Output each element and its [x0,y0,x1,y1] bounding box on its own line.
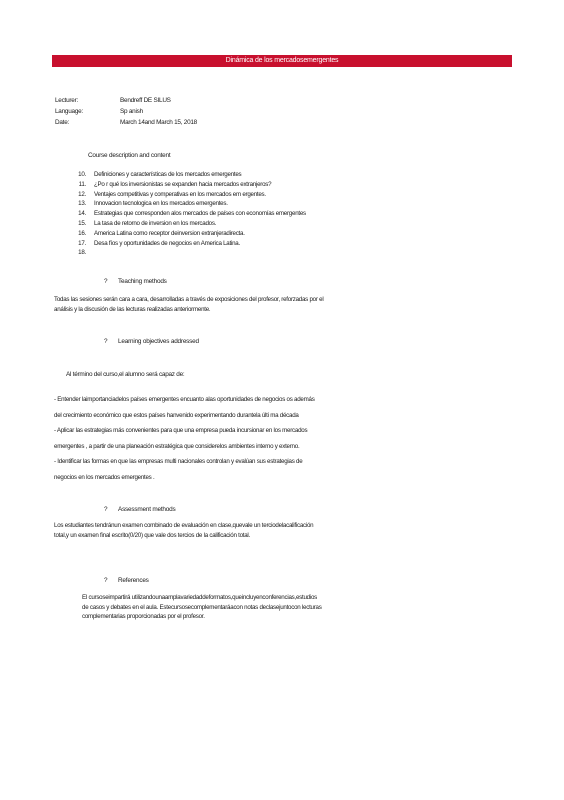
objectives-line-3: - Aplicar las estrategias más convenientes para que una empresa pueda incursionar en los mercados [54,427,308,434]
references-line-3: complementarias proporcionadas por el profesor. [82,613,205,620]
assessment-line-1: Los estudiantes tendránun examen combinado de evaluación en clase,quevale un terciodelacalificación [54,522,314,529]
list-number: 12. [78,190,86,198]
assessment-heading-text: Assessment methods [118,506,176,513]
list-number: 16. [78,229,86,237]
references-heading-text: References [118,577,149,584]
list-item [66,199,306,209]
bullet-icon: ? [104,338,108,345]
document-title: Dinámica de los mercadosemergentes [52,55,512,67]
list-number: 18. [78,249,86,257]
date-label: Date: [55,119,70,126]
list-item [66,190,306,200]
list-item [66,170,306,180]
teaching-paragraph [54,295,509,314]
list-number: 14. [78,210,86,218]
teaching-line-2: análisis y la discusión de las lecturas realizadas anteriormente. [54,305,211,313]
list-text: Innovacion tecnologica en los mercados emergentes. [94,200,228,208]
course-heading: Course description and content [88,152,171,159]
list-text: Definiciones y características de los mercados emergentes [94,171,242,178]
list-number: 17. [78,239,86,247]
objectives-heading [104,338,199,345]
list-item [66,248,306,258]
objectives-paragraph [54,392,509,485]
list-item [66,239,306,249]
teaching-heading-text: Teaching methods [118,278,167,285]
objectives-line-2: del crecimiento económico que estos países hanvenido experimentando durantela últi ma década [54,411,299,419]
bullet-icon: ? [104,506,108,513]
objectives-line-4: emergentes , a partir de una planeación estratégica que considerelos ambientes interno y externo. [54,442,300,450]
lecturer-value: Bendreff DE SILUS [120,97,171,104]
objectives-line-1: - Entender laimportanciadelos países emergentes encuanto alas oportunidades de negocios os además [54,396,315,403]
list-item [66,180,306,190]
language-label: Language: [55,108,83,115]
objectives-line-5: - Identificar las formas en que las empresas multi nacionales controlan y evalúan sus estrategias de [54,458,303,465]
lecturer-label: Lecturer: [55,97,78,104]
language-value: Sp anish [120,108,143,115]
references-line-1: El cursoseimpartirá utilizandounaamplavariedaddeformatos,queincluyenconferencias,estudios [82,594,318,601]
list-text: Ventajes competitivas y comperativas en los mercados em ergentes. [94,190,266,198]
list-item [66,229,306,239]
assessment-paragraph [54,521,509,540]
references-heading [104,577,149,584]
list-number: 11. [78,180,86,188]
bullet-icon: ? [104,577,108,584]
list-number: 13. [78,200,86,208]
objectives-heading-text: Learning objectives addressed [118,338,199,345]
assessment-line-2: total,y un examen final escrito(0/20) que vale dos tercios de la calificación total. [54,531,251,539]
references-line-2: de casos y debates en el aula. Estecursosecomplementaráacon notas declasejuntocon lecturas [82,603,322,611]
references-paragraph [82,593,502,622]
course-content-list [66,170,306,258]
list-text: Desa fíos y oportunidades de negocios en America Latina. [94,239,240,247]
teaching-heading [104,278,167,285]
objectives-intro: Al término del curso,el alumno será capaz de: [66,371,185,378]
teaching-line-1: Todas las sesiones serán cara a cara, desarrolladas a través de exposiciones del profesor, reforzadas por el [54,296,324,303]
objectives-line-6: negocios en los mercados emergentes . [54,473,155,481]
list-text: ¿Po r qué los inversionistas se expanden hacia mercados extranjeros? [94,180,272,188]
list-text: La tasa de retorno de inversion en los mercados. [94,219,217,227]
list-number: 10. [78,171,86,178]
list-item [66,209,306,219]
list-text: Estrategias que corresponden alos mercados de países con economías emergentes [94,210,306,218]
bullet-icon: ? [104,278,108,285]
list-item [66,219,306,229]
assessment-heading [104,506,176,513]
date-value: March 14and March 15, 2018 [120,119,197,126]
list-number: 15. [78,219,86,227]
list-text: America Latina como receptor deinversion extranjeradirecta. [94,229,245,237]
